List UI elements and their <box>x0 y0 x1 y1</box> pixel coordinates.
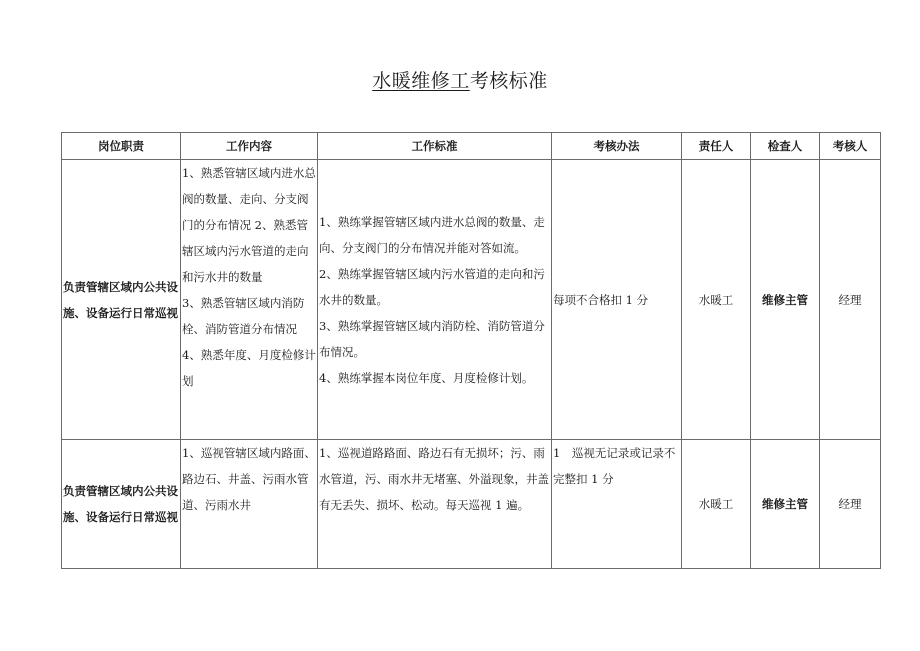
page-title-underlined: 水暖维修工 <box>372 70 470 92</box>
inspector-cell: 维修主管 <box>751 440 820 569</box>
method-cell: 每项不合格扣 1 分 <box>552 160 682 440</box>
assessor-cell: 经理 <box>820 440 881 569</box>
content-item: 1、熟悉管辖区域内进水总阀的数量、走向、分支阀门的分布情况 2、熟悉管辖区域内污水管道的走向和污水井的数量 <box>182 166 316 284</box>
header-standard: 工作标准 <box>318 133 552 160</box>
content-item: 3、熟悉管辖区域内消防栓、消防管道分布情况 <box>182 296 305 336</box>
standard-item: 1、熟练掌握管辖区域内进水总阀的数量、走向、分支阀门的分布情况并能对答如流。 <box>319 214 545 255</box>
standard-item: 1、巡视道路路面、路边石有无损坏；污、雨水管道，污、雨水井无堵塞、外溢现象，井盖有无丢失、损坏、松动。每天巡视 1 遍。 <box>319 446 549 512</box>
standard-item: 2、熟练掌握管辖区域内污水管道的走向和污水井的数量。 <box>319 266 545 307</box>
standard-cell <box>318 160 552 440</box>
content-item: 4、熟悉年度、月度检修计划 <box>182 348 316 388</box>
header-method: 考核办法 <box>552 133 682 160</box>
header-inspector: 检查人 <box>751 133 820 160</box>
duty-cell: 负责管辖区域内公共设施、设备运行日常巡视 <box>62 440 181 569</box>
assessment-table <box>61 132 881 569</box>
page-title <box>0 66 920 93</box>
page-title-rest: 考核标准 <box>469 70 548 92</box>
content-item: 1、巡视管辖区域内路面、路边石、井盖、污雨水管道、污雨水井 <box>182 446 316 512</box>
table-header-row <box>62 133 881 160</box>
standard-item: 4、熟练掌握本岗位年度、月度检修计划。 <box>319 370 534 385</box>
method-cell: 1 巡视无记录或记录不完整扣 1 分 <box>552 440 682 569</box>
content-cell <box>181 440 318 569</box>
standard-item: 3、熟练掌握管辖区域内消防栓、消防管道分布情况。 <box>319 318 545 359</box>
header-responsible: 责任人 <box>682 133 751 160</box>
header-content: 工作内容 <box>181 133 318 160</box>
inspector-cell: 维修主管 <box>751 160 820 440</box>
header-duty: 岗位职责 <box>62 133 181 160</box>
standard-cell <box>318 440 552 569</box>
content-cell <box>181 160 318 440</box>
assessor-cell: 经理 <box>820 160 881 440</box>
table-row <box>62 160 881 440</box>
responsible-cell: 水暖工 <box>682 440 751 569</box>
responsible-cell: 水暖工 <box>682 160 751 440</box>
header-assessor: 考核人 <box>820 133 881 160</box>
table-row <box>62 440 881 569</box>
duty-cell: 负责管辖区域内公共设施、设备运行日常巡视 <box>62 160 181 440</box>
